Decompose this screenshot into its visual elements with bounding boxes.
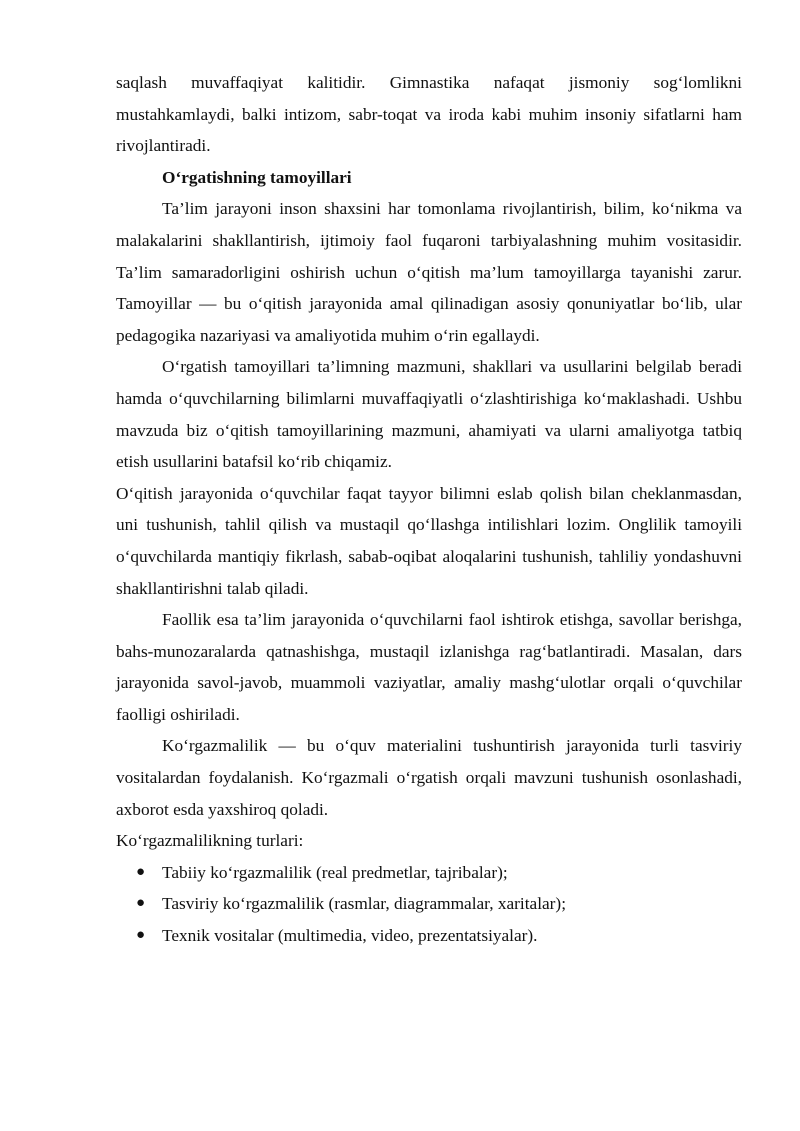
list-item-text: Texnik vositalar (multimedia, video, prezentatsiyalar). [162, 926, 538, 946]
document-body [116, 67, 742, 952]
list-title: Ko‘rgazmalilikning turlari: [116, 831, 304, 851]
bullet-icon: ● [136, 927, 146, 944]
section-heading: O‘rgatishning tamoyillari [162, 167, 352, 187]
paragraph-onglilik: O‘qitish jarayonida o‘quvchilar faqat tayyor bilimni eslab qolish bilan cheklanmasdan, uni tushunish, tahlil qilish va mustaqil qo‘llashga intilishlari lozim. Onglilik tamoyili o‘quvchilarda mantiqiy fikrlash, sabab-oqibat aloqalarini tushunish, tahliliy yondashuvni shakllantirishni talab qiladi. [116, 483, 742, 598]
list-item [116, 888, 742, 920]
paragraph-korgazmalilik: Ko‘rgazmalilik — bu o‘quv materialini tushuntirish jarayonida turli tasviriy vositalardan foydalanish. Ko‘rgazmali o‘rgatish orqali mavzuni tushunish osonlashadi, axborot esda yaxshiroq qoladi. [116, 736, 742, 819]
korgazmalilik-types-list [116, 857, 742, 952]
list-item [116, 920, 742, 952]
paragraph-orgatish-tamoyillari: O‘rgatish tamoyillari ta’limning mazmuni, shakllari va usullarini belgilab beradi hamda o‘quvchilarning bilimlarni muvaffaqiyatli o‘zlashtirishiga ko‘maklashadi. Ushbu mavzuda biz o‘qitish tamoyillarining mazmuni, ahamiyati va ularni amaliyotga tatbiq etish usullarini batafsil ko‘rib chiqamiz. [116, 357, 742, 472]
list-item-text: Tabiiy ko‘rgazmalilik (real predmetlar, tajribalar); [162, 862, 508, 882]
list-item-text: Tasviriy ko‘rgazmalilik (rasmlar, diagrammalar, xaritalar); [162, 894, 566, 914]
bullet-icon: ● [136, 895, 146, 912]
paragraph-talim-jarayoni: Ta’lim jarayoni inson shaxsini har tomonlama rivojlantirish, bilim, ko‘nikma va malakalarini shakllantirish, ijtimoiy faol fuqaroni tarbiyalashning muhim vositasidir. Ta’lim samaradorligini oshirish uchun o‘qitish ma’lum tamoyillarga tayanishi zarur. Tamoyillar — bu o‘qitish jarayonida amal qilinadigan asosiy qonuniyatlar bo‘lib, ular pedagogika nazariyasi va amaliyotida muhim o‘rin egallaydi. [116, 199, 742, 345]
intro-paragraph: saqlash muvaffaqiyat kalitidir. Gimnastika nafaqat jismoniy sog‘lomlikni mustahkamlaydi, balki intizom, sabr-toqat va iroda kabi muhim insoniy sifatlarni ham rivojlantiradi. [116, 73, 742, 156]
bullet-icon: ● [136, 863, 146, 880]
paragraph-faollik: Faollik esa ta’lim jarayonida o‘quvchilarni faol ishtirok etishga, savollar berishga, bahs-munozaralarda qatnashishga, mustaqil izlanishga rag‘batlantiradi. Masalan, dars jarayonida savol-javob, muammoli vaziyatlar, amaliy mashg‘ulotlar orqali o‘quvchilar faolligi oshiriladi. [116, 610, 742, 724]
list-item [116, 857, 742, 889]
